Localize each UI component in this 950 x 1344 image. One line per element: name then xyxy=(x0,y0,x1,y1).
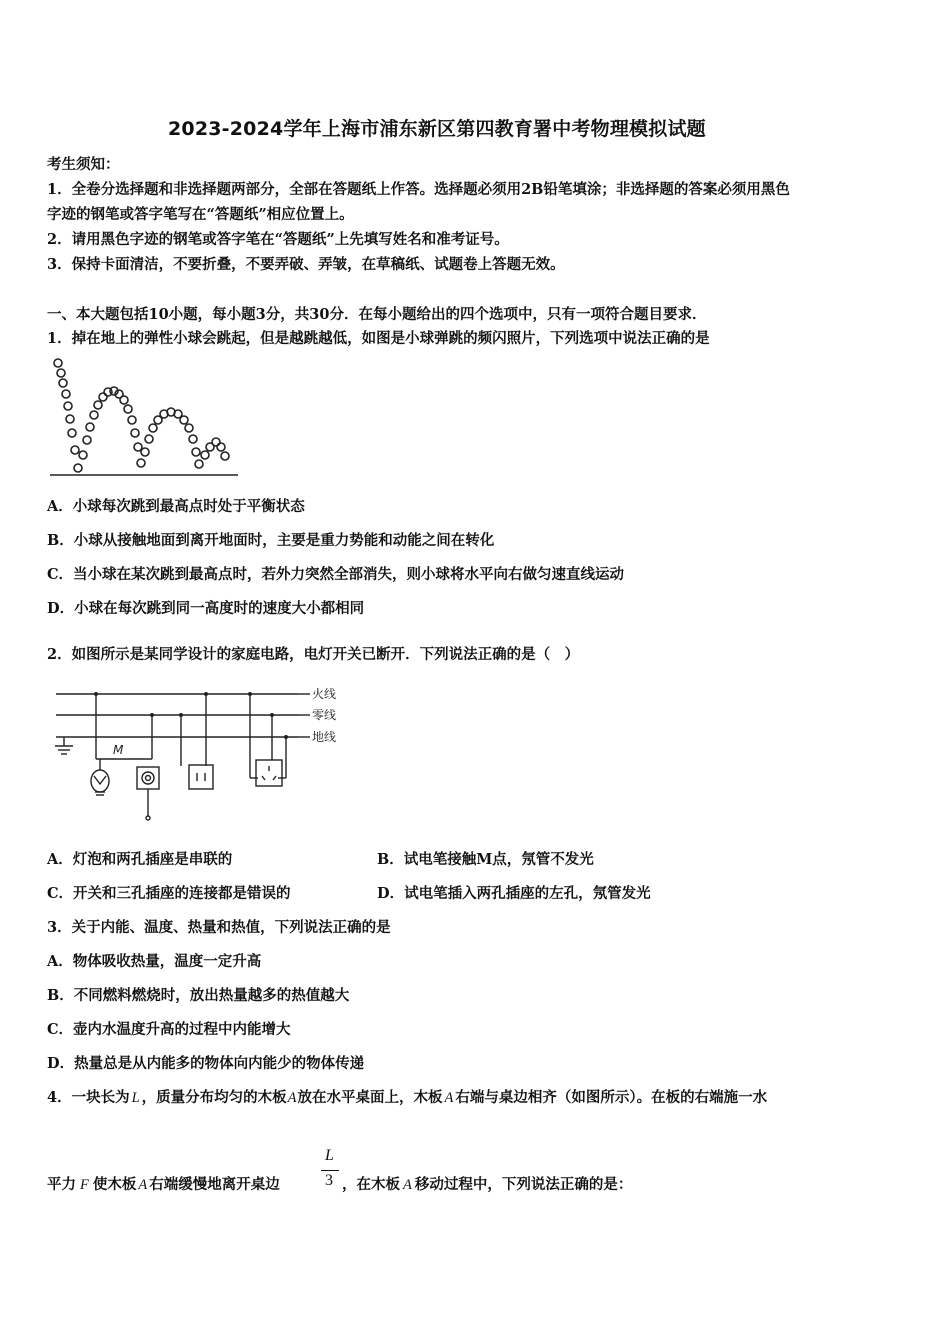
section-heading: 一、本大题包括10小题，每小题3分，共30分．在每小题给出的四个选项中，只有一项符合题目要求． xyxy=(47,306,707,323)
q1-stem: 1．掉在地上的弹性小球会跳起，但是越跳越低，如图是小球弹跳的频闪照片，下列选项中说法正确的是 xyxy=(47,330,710,347)
q3-option-c: C．壶内水温度升高的过程中内能增大 xyxy=(47,1021,291,1038)
q2-stem: 2．如图所示是某同学设计的家庭电路，电灯开关已断开．下列说法正确的是（ ） xyxy=(47,646,580,663)
q3-option-a: A．物体吸收热量，温度一定升高 xyxy=(47,953,262,970)
q4-line-2a xyxy=(47,1173,280,1194)
lamp-bulb xyxy=(91,770,109,792)
q4-var-a-4: A xyxy=(403,1177,412,1193)
q2-option-c: C．开关和三孔插座的连接都是错误的 xyxy=(47,885,291,902)
q4-line-1 xyxy=(47,1086,767,1107)
q2-option-d: D．试电笔插入两孔插座的左孔，氖管发光 xyxy=(377,885,651,902)
q4-var-l: L xyxy=(131,1090,140,1106)
q4-fraction-numerator: L xyxy=(325,1147,334,1164)
q4-line-2b xyxy=(342,1173,632,1194)
two-hole-socket xyxy=(189,765,213,789)
q4-var-f: F xyxy=(80,1177,89,1193)
bouncing-ball-figure xyxy=(48,355,243,480)
q4-var-a-1: A xyxy=(287,1090,297,1106)
live-wire-label: 火线 xyxy=(312,687,337,701)
q1-option-a: A．小球每次跳到最高点时处于平衡状态 xyxy=(47,498,305,515)
earth-wire-label: 地线 xyxy=(312,730,337,744)
q4-text-6: 使木板 xyxy=(92,1176,137,1193)
neutral-wire-label: 零线 xyxy=(312,708,337,722)
notice-heading: 考生须知： xyxy=(47,156,120,173)
switch-box xyxy=(137,767,159,789)
q3-option-b: B．不同燃料燃烧时，放出热量越多的热值越大 xyxy=(47,987,350,1004)
q4-text-9: 移动过程中，下列说法正确的是： xyxy=(414,1176,633,1193)
household-circuit-figure xyxy=(48,680,348,825)
notice-item-2: 2．请用黑色字迹的钢笔或答字笔在“答题纸”上先填写姓名和准考证号。 xyxy=(47,231,509,248)
three-hole-socket xyxy=(256,760,282,786)
q4-text-1: 4．一块长为 xyxy=(47,1089,130,1106)
notice-item-3: 3．保持卡面清洁，不要折叠，不要弄破、弄皱，在草稿纸、试题卷上答题无效。 xyxy=(47,256,565,273)
q2-option-a: A．灯泡和两孔插座是串联的 xyxy=(47,851,233,868)
q4-var-a-2: A xyxy=(444,1090,454,1106)
q4-text-2: ，质量分布均匀的木板 xyxy=(141,1089,287,1106)
q3-option-d: D．热量总是从内能多的物体向内能少的物体传递 xyxy=(47,1055,365,1072)
page-title: 2023-2024学年上海市浦东新区第四教育署中考物理模拟试题 xyxy=(168,118,706,140)
point-m-label: M xyxy=(113,743,124,757)
q4-text-3: 放在水平桌面上，木板 xyxy=(297,1089,443,1106)
q4-text-7: 右端缓慢地离开桌边 xyxy=(149,1176,280,1193)
notice-item-1b: 字迹的钢笔或答字笔写在“答题纸”相应位置上。 xyxy=(47,206,354,223)
q3-stem: 3．关于内能、温度、热量和热值，下列说法正确的是 xyxy=(47,919,391,936)
q1-option-c: C．当小球在某次跳到最高点时，若外力突然全部消失，则小球将水平向右做匀速直线运动 xyxy=(47,566,625,583)
notice-item-1a: 1．全卷分选择题和非选择题两部分，全部在答题纸上作答。选择题必须用2B铅笔填涂；非选择题的答案必须用黑色 xyxy=(47,181,790,198)
q4-text-8: ，在木板 xyxy=(342,1176,400,1193)
q4-var-a-3: A xyxy=(138,1177,148,1193)
q1-option-d: D．小球在每次跳到同一高度时的速度大小都相同 xyxy=(47,600,365,617)
q1-option-b: B．小球从接触地面到离开地面时，主要是重力势能和动能之间在转化 xyxy=(47,532,495,549)
q4-fraction-bar xyxy=(321,1170,339,1171)
q2-option-b: B．试电笔接触M点，氖管不发光 xyxy=(377,851,594,868)
ball-trail xyxy=(54,359,229,472)
q4-text-5: 平力 xyxy=(47,1176,76,1193)
q4-text-4: 右端与桌边相齐（如图所示）。在板的右端施一水 xyxy=(455,1089,768,1106)
switch-icon xyxy=(142,772,154,784)
q4-fraction-denominator: 3 xyxy=(325,1172,333,1189)
